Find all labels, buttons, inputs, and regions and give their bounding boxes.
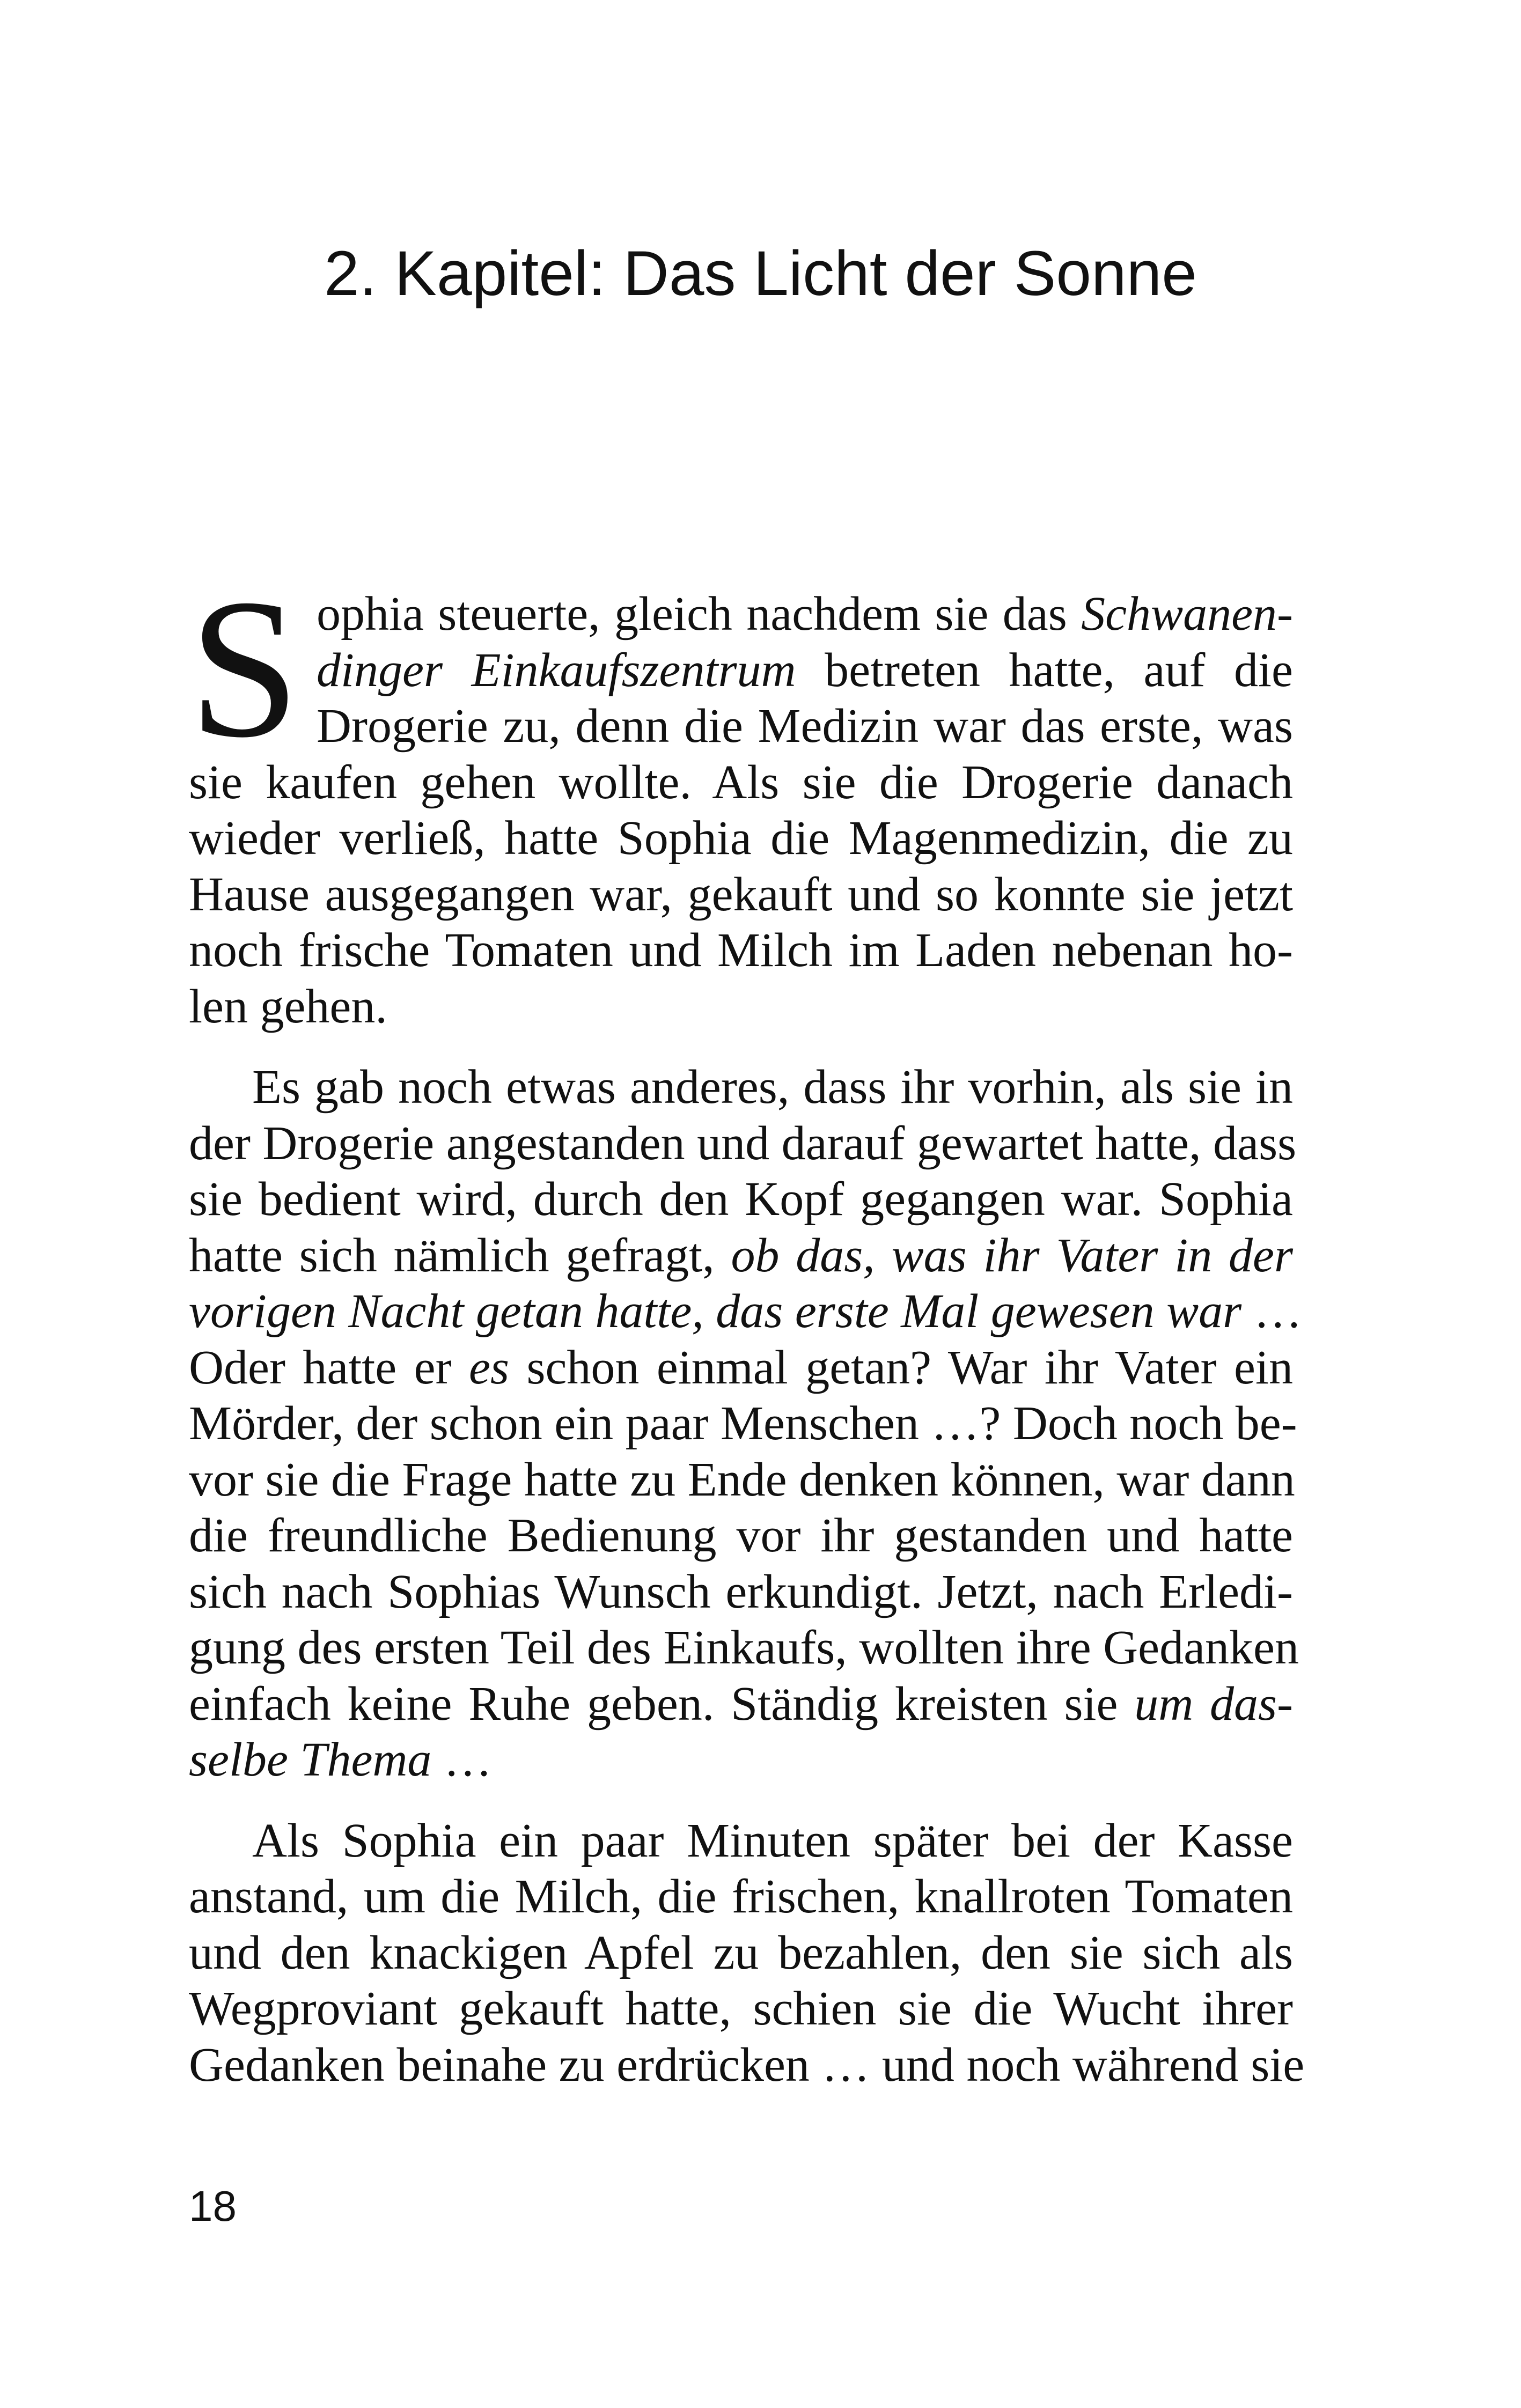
text-line xyxy=(189,698,1293,755)
text-line xyxy=(189,586,1293,643)
text-line xyxy=(189,1620,1299,1676)
text-line xyxy=(189,1396,1297,1452)
text-line xyxy=(189,1116,1297,1172)
text-line xyxy=(189,1508,1293,1564)
text-run: und den knackigen Apfel zu bezahlen, den sie sich als xyxy=(189,1926,1293,1979)
text-run: Als Sophia ein paar Minuten später bei der Kasse xyxy=(252,1814,1293,1867)
paragraph xyxy=(189,1813,1305,2094)
text-line xyxy=(189,1172,1293,1228)
italic-text: ob das, was ihr Vater in der xyxy=(731,1228,1293,1282)
text-run: noch frische Tomaten und Milch im Laden nebenan ho- xyxy=(189,924,1293,977)
text-run: Wegproviant gekauft hatte, schien sie die Wucht ihrer xyxy=(189,1982,1293,2035)
text-run: … xyxy=(431,1733,492,1786)
text-line xyxy=(189,1981,1293,2037)
text-run: hatte sich nämlich gefragt, xyxy=(189,1228,731,1282)
text-line xyxy=(189,1676,1293,1733)
paragraph xyxy=(189,1059,1302,1788)
text-line xyxy=(189,1925,1293,1982)
text-run: sich nach Sophias Wunsch erkundigt. Jetzt, nach Erledi- xyxy=(189,1565,1293,1618)
text-line xyxy=(189,1228,1293,1284)
text-line xyxy=(189,643,1293,699)
text-line xyxy=(189,1732,1293,1788)
text-line xyxy=(189,1869,1293,1925)
text-run: wieder verließ, hatte Sophia die Magenmedizin, die zu xyxy=(189,812,1293,865)
text-run: vor sie die Frage hatte zu Ende denken können, war dann xyxy=(189,1453,1295,1506)
text-run: schon einmal getan? War ihr Vater ein xyxy=(509,1341,1293,1394)
text-run: Oder hatte er xyxy=(189,1341,469,1394)
text-run: gung des ersten Teil des Einkaufs, wollten ihre Gedanken xyxy=(189,1621,1299,1674)
paragraph xyxy=(189,558,1293,1035)
page-number: 18 xyxy=(189,2182,237,2230)
text-line xyxy=(189,1340,1293,1396)
text-run: die freundliche Bedienung vor ihr gestanden und hatte xyxy=(189,1509,1293,1562)
italic-text: es xyxy=(469,1341,510,1394)
text-line xyxy=(189,867,1293,923)
text-run: Mörder, der schon ein paar Menschen …? Doch noch be- xyxy=(189,1397,1297,1450)
italic-text: um das- xyxy=(1134,1677,1293,1730)
text-line xyxy=(189,1284,1302,1340)
body-text xyxy=(189,558,1305,2093)
text-line xyxy=(189,755,1293,811)
text-run: betreten hatte, auf die xyxy=(796,643,1293,697)
text-run: Es gab noch etwas anderes, dass ihr vorhin, als sie in xyxy=(252,1061,1293,1114)
text-run: Drogerie zu, denn die Medizin war das erste, was xyxy=(317,699,1293,753)
text-line xyxy=(189,979,1293,1035)
italic-text: Schwanen- xyxy=(1081,587,1293,640)
italic-text: dinger Einkaufszentrum xyxy=(317,643,796,697)
text-run: sie kaufen gehen wollte. Als sie die Drogerie danach xyxy=(189,755,1293,809)
text-line xyxy=(189,1564,1293,1621)
text-line xyxy=(189,1452,1293,1508)
text-line xyxy=(189,1059,1293,1116)
text-run: anstand, um die Milch, die frischen, knallroten Tomaten xyxy=(189,1870,1293,1923)
text-run: sie bedient wird, durch den Kopf gegangen war. Sophia xyxy=(189,1173,1293,1226)
text-run: len gehen. xyxy=(189,980,387,1033)
drop-cap: S xyxy=(189,558,300,779)
italic-text: vorigen Nacht getan hatte, das erste Mal gewesen war xyxy=(189,1285,1242,1338)
text-run: der Drogerie angestanden und darauf gewartet hatte, dass xyxy=(189,1116,1297,1170)
text-run: ophia steuerte, gleich nachdem sie das xyxy=(317,587,1082,640)
text-line xyxy=(189,1813,1293,1869)
text-run: … xyxy=(1241,1285,1302,1338)
text-run: einfach keine Ruhe geben. Ständig kreisten sie xyxy=(189,1677,1135,1730)
text-line xyxy=(189,2037,1305,2094)
italic-text: selbe Thema xyxy=(189,1733,432,1786)
text-line xyxy=(189,923,1293,979)
text-line xyxy=(189,811,1293,867)
text-run: Gedanken beinahe zu erdrücken … und noch während sie xyxy=(189,2038,1305,2092)
text-run: Hause ausgegangen war, gekauft und so konnte sie jetzt xyxy=(189,867,1293,921)
chapter-title: 2. Kapitel: Das Licht der Sonne xyxy=(324,238,1197,309)
